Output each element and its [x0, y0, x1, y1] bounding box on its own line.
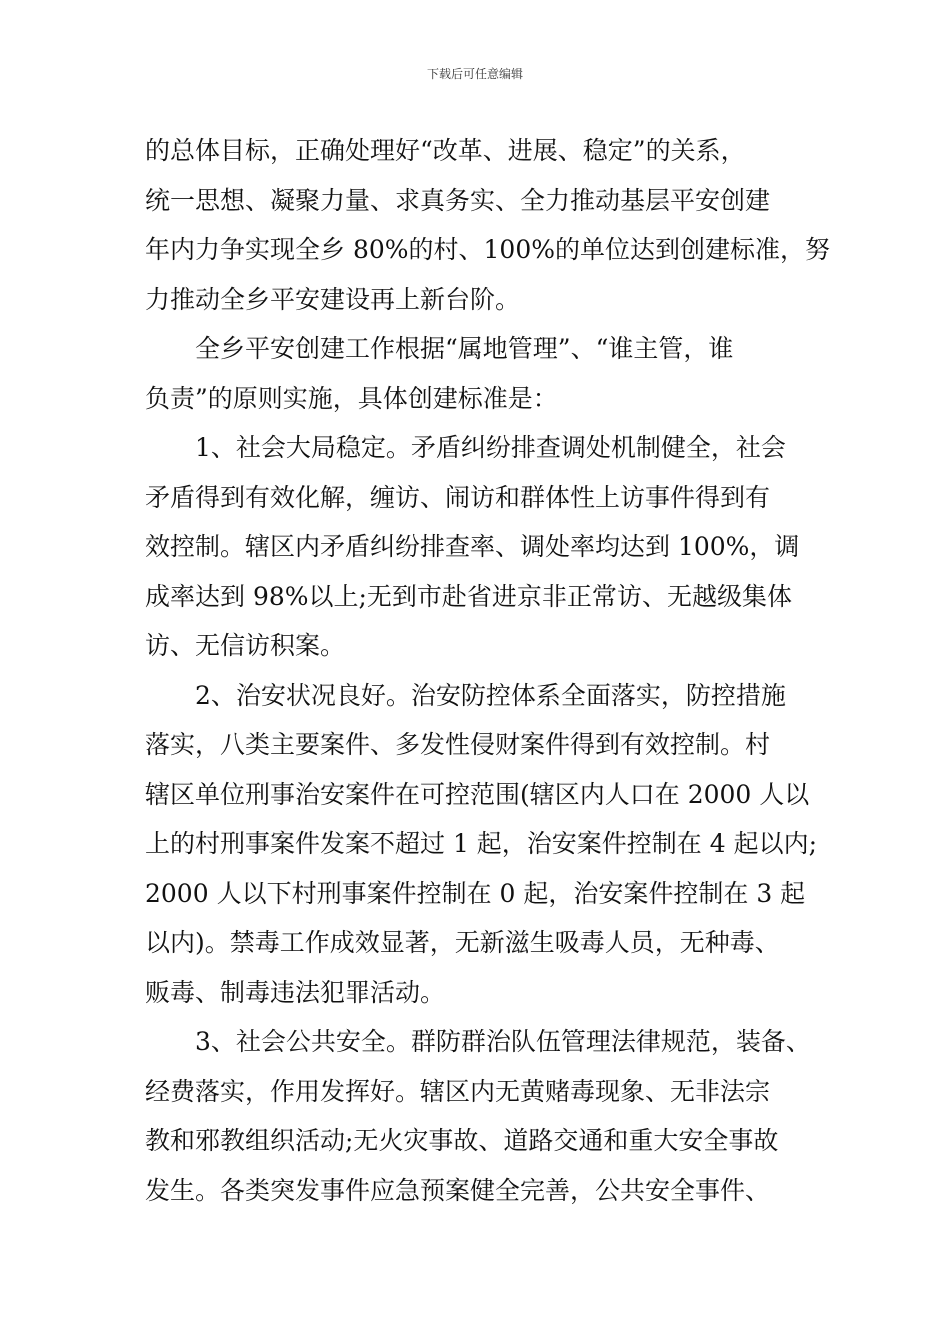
- text-line: 以内)。禁毒工作成效显著，无新滋生吸毒人员，无种毒、: [145, 928, 780, 957]
- text-line: 2000 人以下村刑事案件控制在 0 起，治安案件控制在 3 起: [145, 878, 806, 908]
- text-line: 经费落实，作用发挥好。辖区内无黄赌毒现象、无非法宗: [145, 1076, 771, 1106]
- text-line: 矛盾得到有效化解，缠访、闹访和群体性上访事件得到有: [145, 482, 771, 512]
- body-text: [145, 126, 830, 1215]
- paragraph-first-line: 全乡平安创建工作根据“属地管理”、“谁主管，谁: [195, 334, 734, 363]
- text-line: 效控制。辖区内矛盾纠纷排查率、调处率均达到 100%，调: [145, 532, 800, 561]
- header-note: 下载后可任意编辑: [426, 67, 523, 81]
- text-line: 落实，八类主要案件、多发性侵财案件得到有效控制。村: [145, 730, 771, 759]
- paragraph-first-line: 1、社会大局稳定。矛盾纠纷排查调处机制健全，社会: [195, 433, 786, 462]
- text-line: 成率达到 98%以上;无到市赴省进京非正常访、无越级集体: [145, 581, 792, 611]
- text-line: 教和邪教组织活动;无火灾事故、道路交通和重大安全事故: [145, 1126, 779, 1155]
- text-line: 访、无信访积案。: [145, 631, 346, 660]
- text-line: 年内力争实现全乡 80%的村、100%的单位达到创建标准，努: [145, 235, 830, 264]
- paragraph-first-line: 2、治安状况良好。治安防控体系全面落实，防控措施: [195, 680, 786, 710]
- text-line: 的总体目标，正确处理好“改革、进展、稳定”的关系，: [145, 136, 746, 165]
- text-line: 发生。各类突发事件应急预案健全完善，公共安全事件、: [145, 1175, 771, 1205]
- text-line: 力推动全乡平安建设再上新台阶。: [145, 284, 521, 314]
- text-line: 贩毒、制毒违法犯罪活动。: [145, 977, 446, 1007]
- text-line: 上的村刑事案件发案不超过 1 起，治安案件控制在 4 起以内;: [145, 829, 818, 858]
- text-line: 负责”的原则实施，具体创建标准是：: [145, 383, 558, 413]
- text-line: 统一思想、凝聚力量、求真务实、全力推动基层平安创建: [145, 185, 771, 215]
- paragraph-first-line: 3、社会公共安全。群防群治队伍管理法律规范，装备、: [195, 1027, 811, 1056]
- text-line: 辖区单位刑事治安案件在可控范围(辖区内人口在 2000 人以: [145, 779, 810, 809]
